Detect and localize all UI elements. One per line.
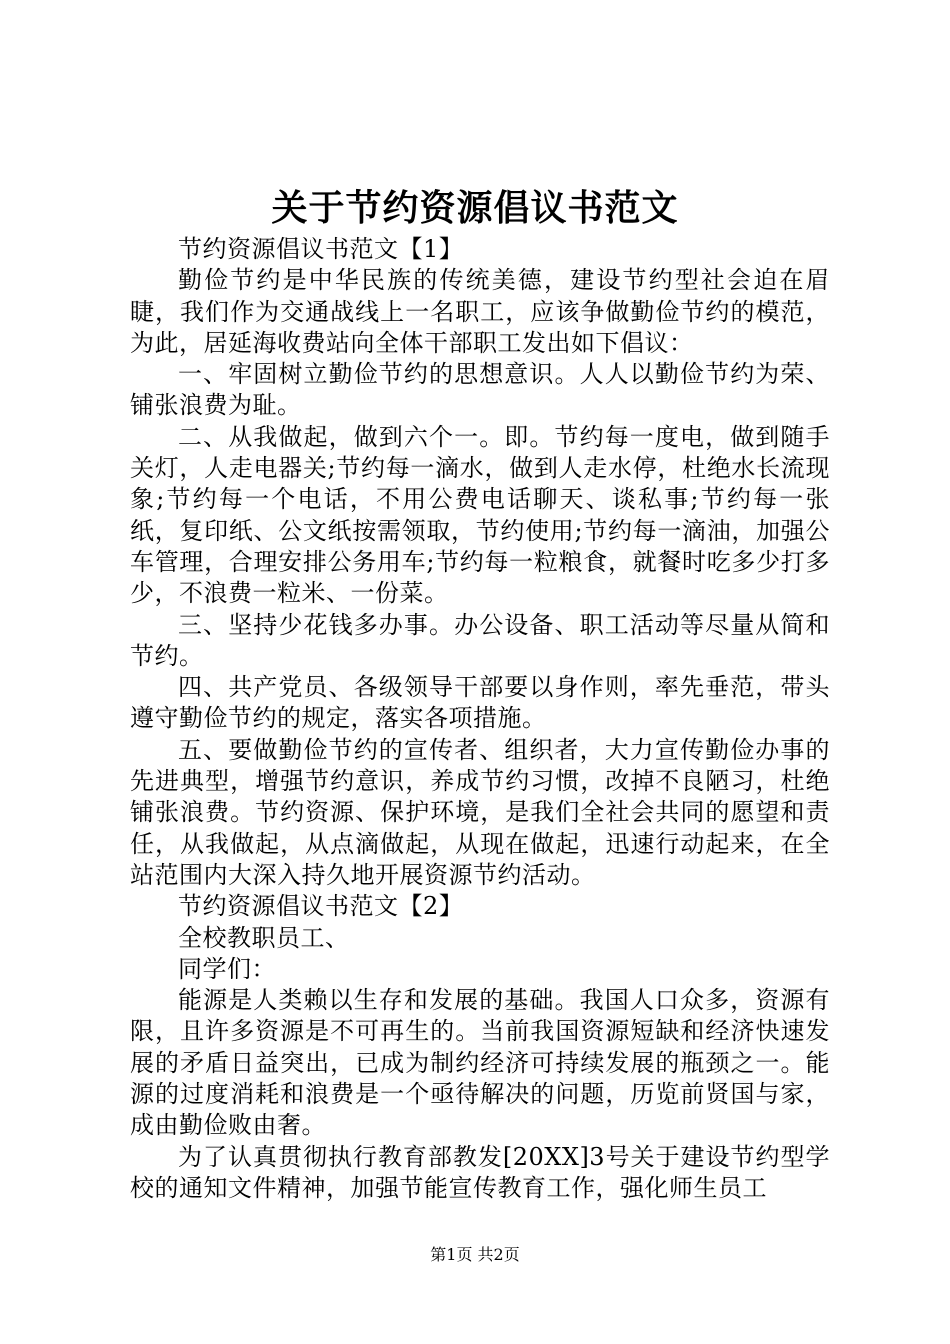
paragraph: 四、共产党员、各级领导干部要以身作则，率先垂范，带头遵守勤俭节约的规定，落实各项措施。 [130, 673, 830, 733]
paragraph: 二、从我做起，做到六个一。即。节约每一度电，做到随手关灯，人走电器关;节约每一滴水，做到人走水停，杜绝水长流现象;节约每一个电话，不用公费电话聊天、谈私事;节约每一张纸，复印纸、公文纸按需领取，节约使用;节约每一滴油，加强公车管理，合理安排公务用车;节约每一粒粮食，就餐时吃多少打多少，不浪费一粒米、一份菜。 [130, 422, 830, 608]
page-number: 第1页 共2页 [430, 1245, 520, 1264]
paragraph: 五、要做勤俭节约的宣传者、组织者，大力宣传勤俭办事的先进典型，增强节约意识，养成节约习惯，改掉不良陋习，杜绝铺张浪费。节约资源、保护环境，是我们全社会共同的愿望和责任，从我做起，从点滴做起，从现在做起，迅速行动起来，在全站范围内大深入持久地开展资源节约活动。 [130, 735, 830, 889]
paragraph: 勤俭节约是中华民族的传统美德，建设节约型社会迫在眉睫，我们作为交通战线上一名职工，应该争做勤俭节约的模范，为此，居延海收费站向全体干部职工发出如下倡议： [130, 266, 830, 357]
salutation: 全校教职员工、 [178, 923, 350, 952]
section-heading: 节约资源倡议书范文【2】 [178, 892, 464, 921]
section-heading: 节约资源倡议书范文【1】 [178, 235, 464, 263]
paragraph: 三、坚持少花钱多办事。办公设备、职工活动等尽量从简和节约。 [130, 610, 830, 670]
paragraph: 为了认真贯彻执行教育部教发[20XX]3号关于建设节约型学校的通知文件精神，加强节能宣传教育工作，强化师生员工 [130, 1142, 830, 1202]
paragraph: 一、牢固树立勤俭节约的思想意识。人人以勤俭节约为荣、铺张浪费为耻。 [130, 360, 830, 420]
document-title: 关于节约资源倡议书范文 [271, 187, 679, 229]
paragraph: 能源是人类赖以生存和发展的基础。我国人口众多，资源有限，且许多资源是不可再生的。当前我国资源短缺和经济快速发展的矛盾日益突出，已成为制约经济可持续发展的瓶颈之一。能源的过度消耗和浪费是一个亟待解决的问题，历览前贤国与家，成由勤俭败由奢。 [130, 986, 830, 1140]
document-body [130, 234, 830, 1204]
salutation: 同学们： [178, 954, 276, 983]
